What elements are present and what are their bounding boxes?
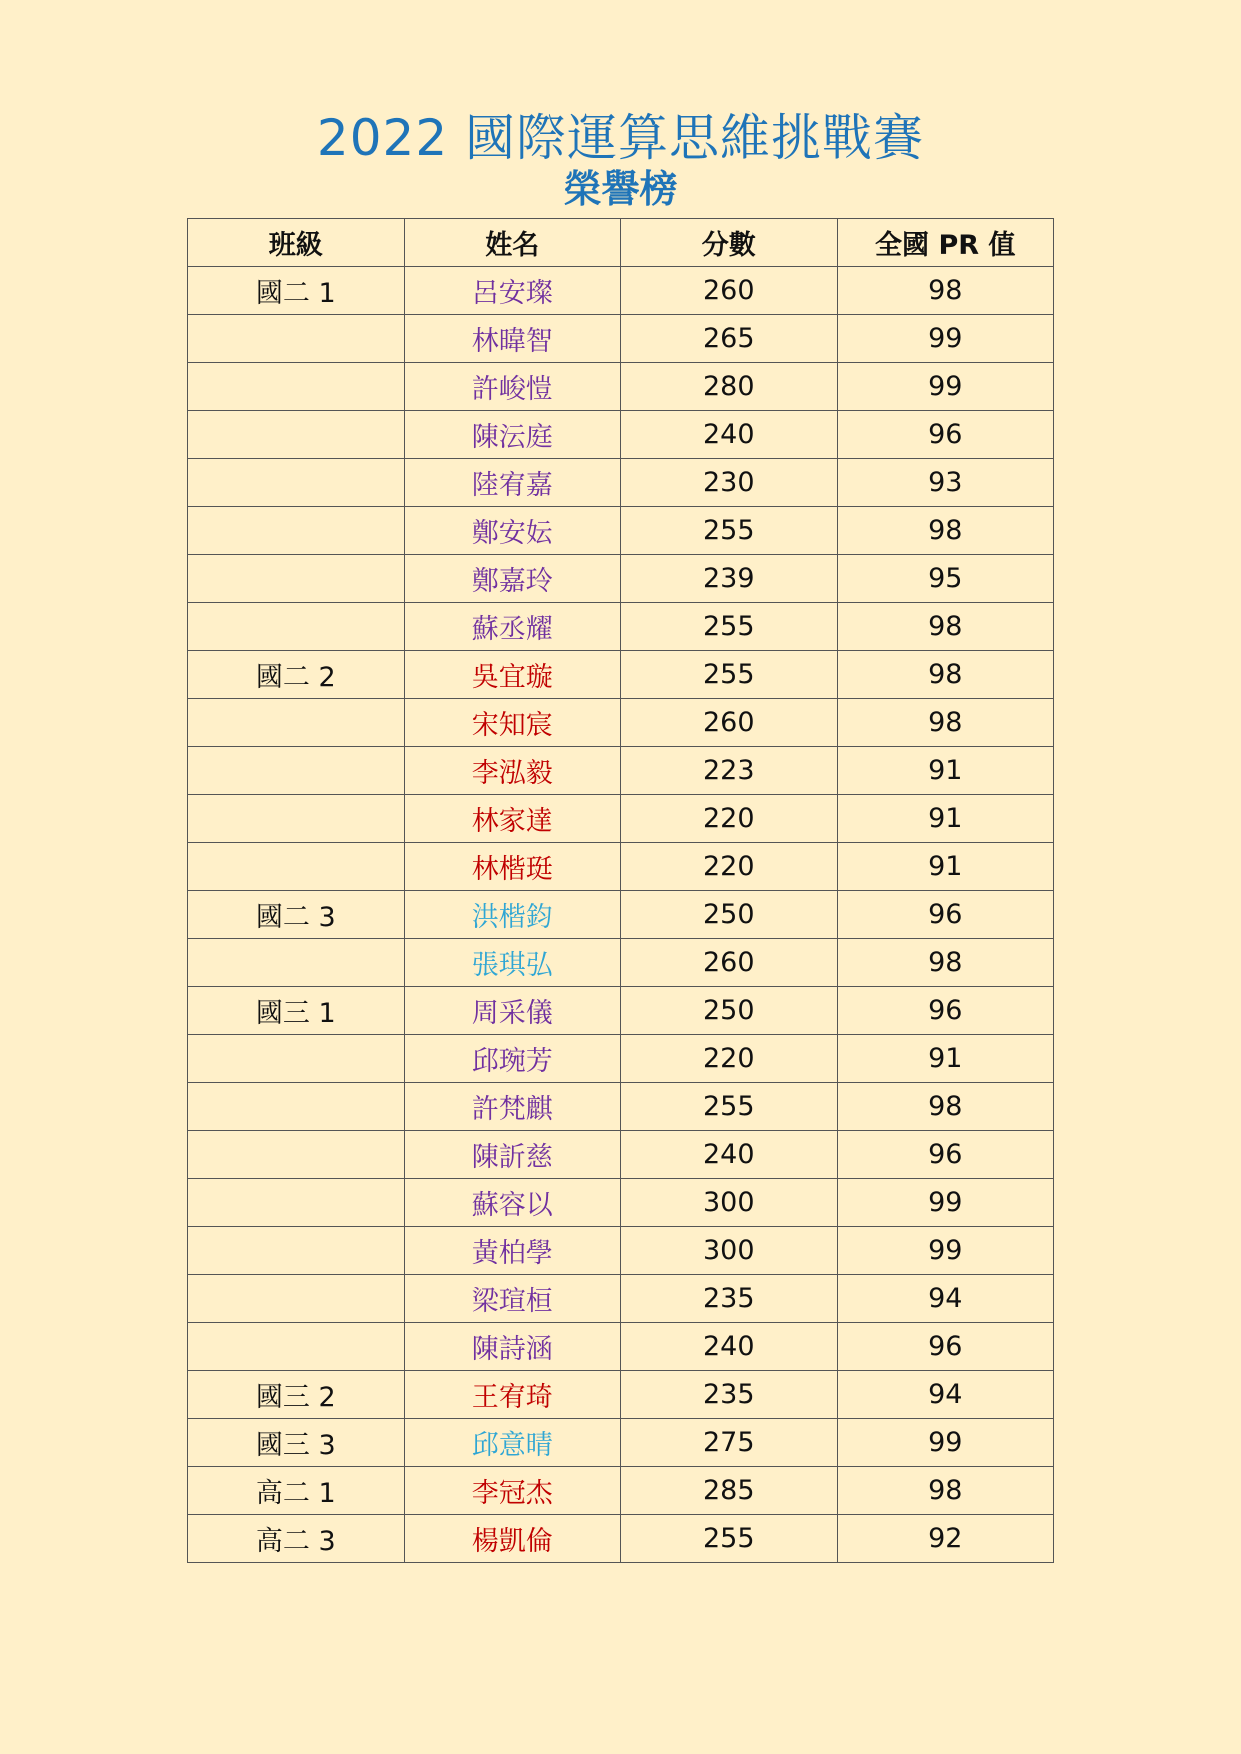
class-cell <box>188 459 405 507</box>
table-row <box>188 939 1054 987</box>
table-row <box>188 267 1054 315</box>
score-cell: 235 <box>621 1371 838 1419</box>
pr-cell: 99 <box>837 363 1054 411</box>
table-row <box>188 1371 1054 1419</box>
name-cell: 陸宥嘉 <box>404 459 621 507</box>
name-cell: 邱琬芳 <box>404 1035 621 1083</box>
pr-cell: 99 <box>837 315 1054 363</box>
pr-cell: 95 <box>837 555 1054 603</box>
score-cell: 255 <box>621 651 838 699</box>
class-cell: 國三 3 <box>188 1419 405 1467</box>
name-cell: 周采儀 <box>404 987 621 1035</box>
pr-cell: 99 <box>837 1227 1054 1275</box>
table-row <box>188 1275 1054 1323</box>
score-cell: 255 <box>621 1083 838 1131</box>
name-cell: 鄭安妘 <box>404 507 621 555</box>
page-title: 2022 國際運算思維挑戰賽 <box>316 109 925 167</box>
honor-roll-table <box>187 218 1054 1563</box>
name-cell: 王宥琦 <box>404 1371 621 1419</box>
table-row <box>188 555 1054 603</box>
header-class: 班級 <box>188 219 405 267</box>
name-cell: 吳宜璇 <box>404 651 621 699</box>
pr-cell: 94 <box>837 1275 1054 1323</box>
pr-cell: 98 <box>837 1467 1054 1515</box>
table-row <box>188 795 1054 843</box>
pr-cell: 99 <box>837 1419 1054 1467</box>
class-cell <box>188 363 405 411</box>
pr-cell: 98 <box>837 939 1054 987</box>
pr-cell: 96 <box>837 987 1054 1035</box>
table-row <box>188 651 1054 699</box>
name-cell: 鄭嘉玲 <box>404 555 621 603</box>
header-score: 分數 <box>621 219 838 267</box>
score-cell: 220 <box>621 795 838 843</box>
score-cell: 240 <box>621 411 838 459</box>
table-row <box>188 1035 1054 1083</box>
table-row <box>188 987 1054 1035</box>
name-cell: 林楷珽 <box>404 843 621 891</box>
score-cell: 265 <box>621 315 838 363</box>
score-cell: 223 <box>621 747 838 795</box>
pr-cell: 99 <box>837 1179 1054 1227</box>
pr-cell: 91 <box>837 747 1054 795</box>
class-cell: 高二 1 <box>188 1467 405 1515</box>
header-pr: 全國 PR 值 <box>837 219 1054 267</box>
score-cell: 235 <box>621 1275 838 1323</box>
class-cell <box>188 603 405 651</box>
name-cell: 陳訢慈 <box>404 1131 621 1179</box>
name-cell: 楊凱倫 <box>404 1515 621 1563</box>
name-cell: 許峻愷 <box>404 363 621 411</box>
pr-cell: 91 <box>837 795 1054 843</box>
class-cell <box>188 1275 405 1323</box>
pr-cell: 96 <box>837 411 1054 459</box>
score-cell: 275 <box>621 1419 838 1467</box>
class-cell <box>188 1035 405 1083</box>
table-row <box>188 459 1054 507</box>
name-cell: 陳沄庭 <box>404 411 621 459</box>
score-cell: 260 <box>621 939 838 987</box>
class-cell: 高二 3 <box>188 1515 405 1563</box>
score-cell: 255 <box>621 1515 838 1563</box>
table-row <box>188 411 1054 459</box>
score-cell: 250 <box>621 987 838 1035</box>
table-row <box>188 363 1054 411</box>
score-cell: 260 <box>621 699 838 747</box>
table-row <box>188 603 1054 651</box>
pr-cell: 98 <box>837 267 1054 315</box>
score-cell: 255 <box>621 603 838 651</box>
score-cell: 220 <box>621 843 838 891</box>
class-cell <box>188 795 405 843</box>
class-cell <box>188 1179 405 1227</box>
name-cell: 蘇容以 <box>404 1179 621 1227</box>
table-row <box>188 1083 1054 1131</box>
class-cell: 國二 2 <box>188 651 405 699</box>
class-cell <box>188 1227 405 1275</box>
name-cell: 林暐智 <box>404 315 621 363</box>
class-cell <box>188 1083 405 1131</box>
table-row <box>188 315 1054 363</box>
score-cell: 230 <box>621 459 838 507</box>
pr-cell: 96 <box>837 891 1054 939</box>
score-cell: 240 <box>621 1323 838 1371</box>
score-cell: 239 <box>621 555 838 603</box>
class-cell: 國二 3 <box>188 891 405 939</box>
pr-cell: 96 <box>837 1323 1054 1371</box>
class-cell <box>188 555 405 603</box>
table-row <box>188 1467 1054 1515</box>
class-cell <box>188 699 405 747</box>
table-row <box>188 1131 1054 1179</box>
score-cell: 300 <box>621 1179 838 1227</box>
pr-cell: 92 <box>837 1515 1054 1563</box>
table-row <box>188 699 1054 747</box>
class-cell <box>188 507 405 555</box>
pr-cell: 96 <box>837 1131 1054 1179</box>
name-cell: 李冠杰 <box>404 1467 621 1515</box>
name-cell: 張琪弘 <box>404 939 621 987</box>
pr-cell: 98 <box>837 1083 1054 1131</box>
table-row <box>188 1515 1054 1563</box>
name-cell: 陳詩涵 <box>404 1323 621 1371</box>
class-cell <box>188 747 405 795</box>
class-cell: 國二 1 <box>188 267 405 315</box>
name-cell: 洪楷鈞 <box>404 891 621 939</box>
name-cell: 梁瑄桓 <box>404 1275 621 1323</box>
class-cell <box>188 411 405 459</box>
name-cell: 黃柏學 <box>404 1227 621 1275</box>
page-subtitle: 榮譽榜 <box>563 167 678 211</box>
table-header-row <box>188 219 1054 267</box>
score-cell: 280 <box>621 363 838 411</box>
table-row <box>188 1419 1054 1467</box>
table-row <box>188 1179 1054 1227</box>
score-cell: 285 <box>621 1467 838 1515</box>
score-cell: 300 <box>621 1227 838 1275</box>
class-cell <box>188 1131 405 1179</box>
name-cell: 蘇丞耀 <box>404 603 621 651</box>
pr-cell: 93 <box>837 459 1054 507</box>
header-name: 姓名 <box>404 219 621 267</box>
class-cell <box>188 1323 405 1371</box>
pr-cell: 98 <box>837 603 1054 651</box>
table-row <box>188 891 1054 939</box>
table-row <box>188 1227 1054 1275</box>
class-cell: 國三 2 <box>188 1371 405 1419</box>
pr-cell: 98 <box>837 651 1054 699</box>
name-cell: 許梵麒 <box>404 1083 621 1131</box>
table-row <box>188 1323 1054 1371</box>
score-cell: 220 <box>621 1035 838 1083</box>
name-cell: 宋知宸 <box>404 699 621 747</box>
pr-cell: 98 <box>837 507 1054 555</box>
score-cell: 255 <box>621 507 838 555</box>
pr-cell: 98 <box>837 699 1054 747</box>
class-cell <box>188 843 405 891</box>
table-row <box>188 507 1054 555</box>
class-cell <box>188 939 405 987</box>
pr-cell: 91 <box>837 1035 1054 1083</box>
score-cell: 240 <box>621 1131 838 1179</box>
class-cell <box>188 315 405 363</box>
name-cell: 李泓毅 <box>404 747 621 795</box>
name-cell: 林家達 <box>404 795 621 843</box>
score-cell: 260 <box>621 267 838 315</box>
table-row <box>188 843 1054 891</box>
name-cell: 邱意晴 <box>404 1419 621 1467</box>
class-cell: 國三 1 <box>188 987 405 1035</box>
name-cell: 呂安璨 <box>404 267 621 315</box>
pr-cell: 91 <box>837 843 1054 891</box>
score-cell: 250 <box>621 891 838 939</box>
pr-cell: 94 <box>837 1371 1054 1419</box>
table-row <box>188 747 1054 795</box>
